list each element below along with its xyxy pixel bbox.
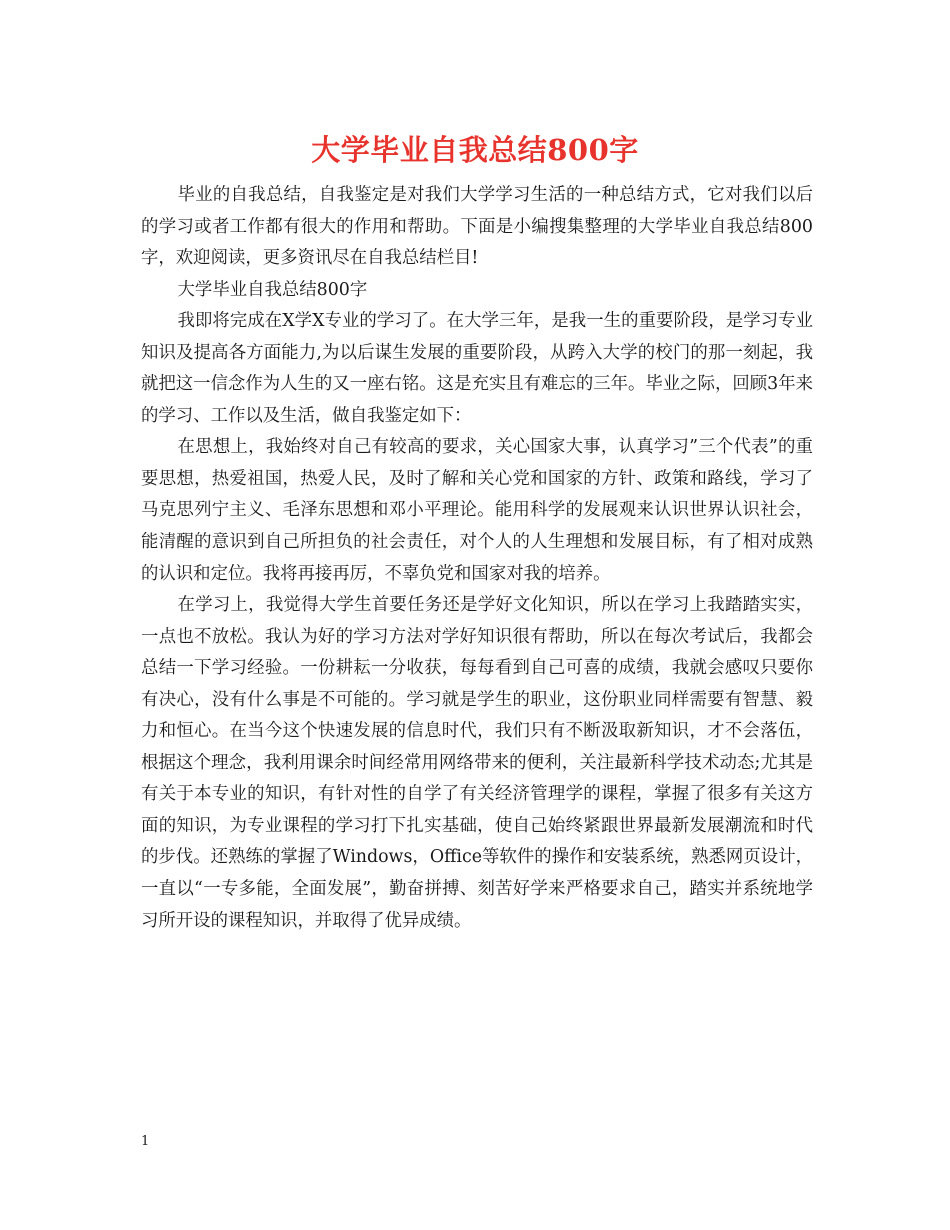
ideology-paragraph: 在思想上，我始终对自己有较高的要求，关心国家大事，认真学习”三个代表”的重要思想，热爱祖国，热爱人民，及时了解和关心党和国家的方针、政策和路线，学习了马克思列宁主义、毛泽东思想和邓小平理论。能用科学的发展观来认识世界认识社会，能清醒的意识到自己所担负的社会责任，对个人的人生理想和发展目标，有了相对成熟的认识和定位。我将再接再厉，不辜负党和国家对我的培养。 bbox=[141, 437, 813, 584]
document-body bbox=[141, 180, 813, 937]
page-number: 1 bbox=[141, 1134, 150, 1149]
subtitle-paragraph: 大学毕业自我总结800字 bbox=[177, 279, 368, 300]
opening-paragraph: 我即将完成在X学X专业的学习了。在大学三年，是我一生的重要阶段，是学习专业知识及提高各方面能力,为以后谋生发展的重要阶段，从跨入大学的校门的那一刻起，我就把这一信念作为人生的又一座右铭。这是充实且有难忘的三年。毕业之际，回顾3年来的学习、工作以及生活，做自我鉴定如下： bbox=[141, 311, 813, 426]
document-title: 大学毕业自我总结800字 bbox=[311, 133, 639, 167]
intro-paragraph: 毕业的自我总结，自我鉴定是对我们大学学习生活的一种总结方式，它对我们以后的学习或者工作都有很大的作用和帮助。下面是小编搜集整理的大学毕业自我总结800字，欢迎阅读，更多资讯尽在自我总结栏目! bbox=[141, 185, 813, 269]
study-paragraph: 在学习上，我觉得大学生首要任务还是学好文化知识，所以在学习上我踏踏实实，一点也不放松。我认为好的学习方法对学好知识很有帮助，所以在每次考试后，我都会总结一下学习经验。一份耕耘一分收获，每每看到自己可喜的成绩，我就会感叹只要你有决心，没有什么事是不可能的。学习就是学生的职业，这份职业同样需要有智慧、毅力和恒心。在当今这个快速发展的信息时代，我们只有不断汲取新知识，才不会落伍，根据这个理念，我利用课余时间经常用网络带来的便利，关注最新科学技术动态;尤其是有关于本专业的知识，有针对性的自学了有关经济管理学的课程，掌握了很多有关这方面的知识，为专业课程的学习打下扎实基础，使自己始终紧跟世界最新发展潮流和时代的步伐。还熟练的掌握了Windows，Office等软件的操作和安装系统，熟悉网页设计，一直以“一专多能，全面发展”，勤奋拼搏、刻苦好学来严格要求自己，踏实并系统地学习所开设的课程知识，并取得了优异成绩。 bbox=[141, 595, 813, 931]
